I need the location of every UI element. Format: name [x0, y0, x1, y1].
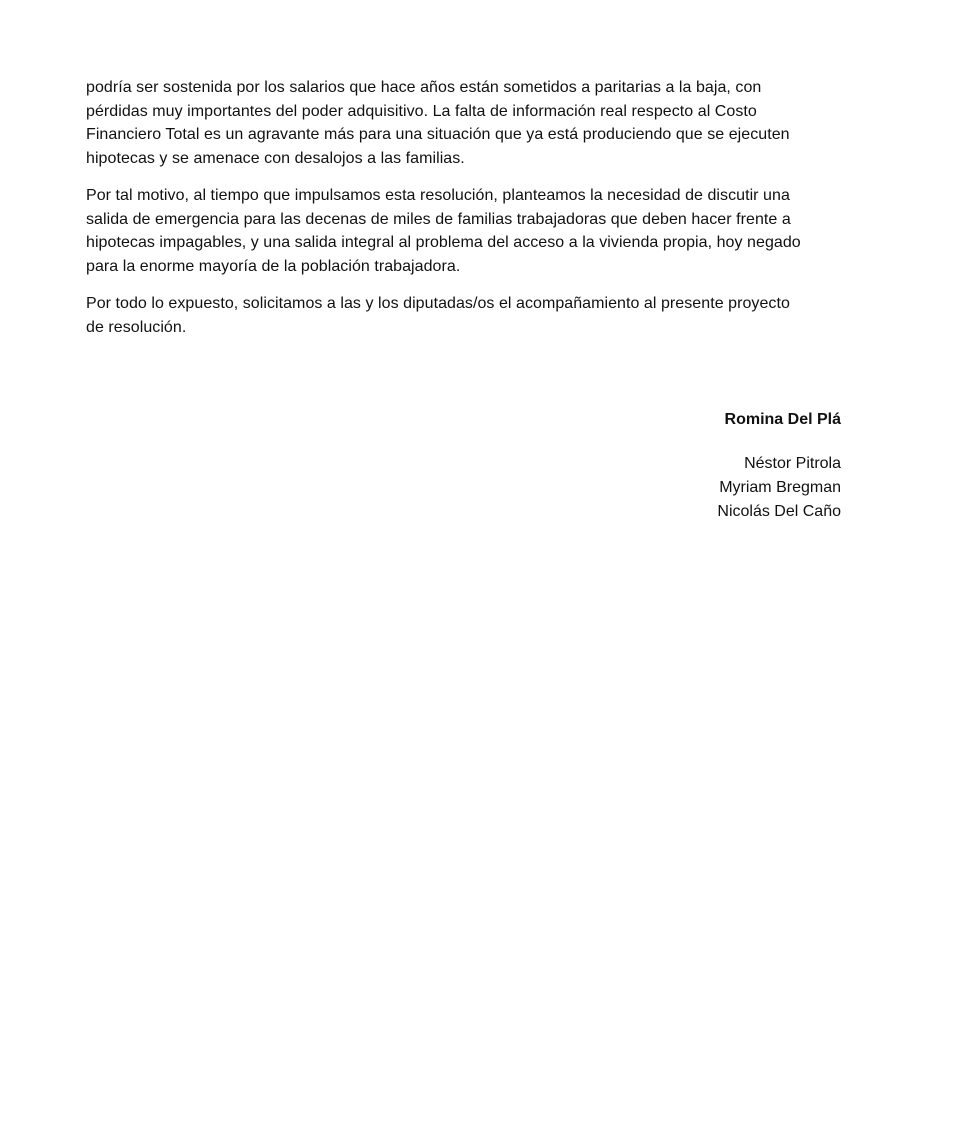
text-line: hipotecas impagables, y una salida integral al problema del acceso a la vivienda propia, hoy negado	[86, 234, 801, 251]
text-line: Financiero Total es un agravante más para una situación que ya está produciendo que se ejecuten	[86, 126, 790, 143]
text-line: Por todo lo expuesto, solicitamos a las y los diputadas/os el acompañamiento al presente proyecto	[86, 295, 790, 312]
text-line: para la enorme mayoría de la población trabajadora.	[86, 257, 461, 275]
text-line: pérdidas muy importantes del poder adquisitivo. La falta de información real respecto al Costo	[86, 102, 757, 120]
signature-block	[717, 408, 841, 524]
paragraph	[86, 184, 846, 278]
document-body	[86, 76, 846, 353]
paragraph	[86, 76, 846, 170]
text-line: Por tal motivo, al tiempo que impulsamos esta resolución, planteamos la necesidad de discutir una	[86, 187, 790, 204]
text-line: hipotecas y se amenace con desalojos a las familias.	[86, 149, 465, 167]
paragraph	[86, 292, 846, 339]
lead-signature: Romina Del Plá	[724, 411, 841, 428]
text-line: podría ser sostenida por los salarios que hace años están sometidos a paritarias a la baja, con	[86, 79, 762, 96]
text-line: salida de emergencia para las decenas de miles de familias trabajadoras que deben hacer frente a	[86, 210, 791, 228]
cosigner-name: Néstor Pitrola	[744, 455, 841, 472]
cosigner-name: Nicolás Del Caño	[717, 503, 841, 520]
cosigner-name: Myriam Bregman	[719, 479, 841, 496]
text-line: de resolución.	[86, 318, 187, 336]
